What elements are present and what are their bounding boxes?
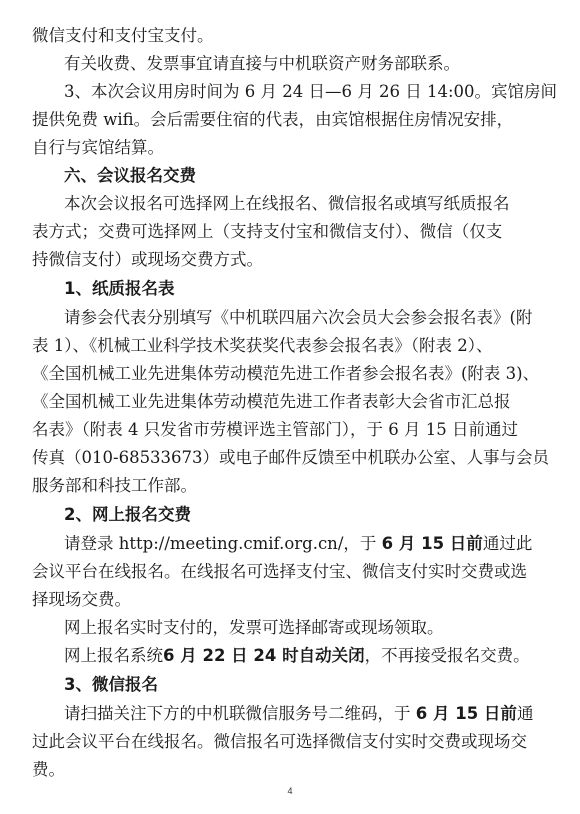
text-line: 择现场交费。 bbox=[32, 590, 131, 609]
text-line: 有关收费、发票事宜请直接与中机联资产财务部联系。 bbox=[64, 54, 460, 73]
text-run: 网上报名系统 bbox=[64, 646, 163, 665]
text-line: 本次会议报名可选择网上在线报名、微信报名或填写纸质报名 bbox=[64, 194, 510, 213]
text-line: 表 1）、《机械工业科学技术奖获奖代表参会报名表》（附表 2）、 bbox=[32, 336, 493, 355]
text-line bbox=[0, 642, 580, 670]
text-line: 《全国机械工业先进集体劳动模范先进工作者参会报名表》(附表 3)、 bbox=[32, 364, 540, 383]
text-run: 请登录 http://meeting.cmif.org.cn/，于 bbox=[64, 534, 382, 553]
subsection-heading: 2、网上报名交费 bbox=[64, 505, 191, 524]
text-line: 请参会代表分别填写《中机联四届六次会员大会参会报名表》(附 bbox=[64, 308, 533, 327]
text-run: 通 bbox=[516, 704, 534, 723]
subsection-heading: 1、纸质报名表 bbox=[64, 279, 175, 298]
text-line: 名表》（附表 4 只发省市劳模评选主管部门），于 6 月 15 日前通过 bbox=[32, 420, 518, 439]
text-run: ，不再接受报名交费。 bbox=[364, 646, 530, 665]
text-line: 过此会议平台在线报名。微信报名可选择微信支付实时交费或现场交 bbox=[32, 732, 527, 751]
page-number: 4 bbox=[287, 786, 293, 796]
text-line: 3、本次会议用房时间为 6 月 24 日—6 月 26 日 14:00。宾馆房间 bbox=[64, 82, 557, 101]
text-line: 表方式；交费可选择网上（支持支付宝和微信支付）、微信（仅支 bbox=[32, 222, 503, 241]
text-line bbox=[0, 530, 580, 558]
bold-date: 6 月 15 日前 bbox=[381, 534, 483, 553]
text-line: 自行与宾馆结算。 bbox=[32, 138, 164, 157]
subsection-heading: 3、微信报名 bbox=[64, 675, 158, 694]
text-line: 持微信支付）或现场交费方式。 bbox=[32, 250, 263, 269]
text-line: 提供免费 wifi。会后需要住宿的代表，由宾馆根据住房情况安排， bbox=[32, 110, 514, 129]
text-line: 《全国机械工业先进集体劳动模范先进工作者表彰大会省市汇总报 bbox=[32, 392, 511, 411]
bold-deadline: 6 月 22 日 24 时自动关闭 bbox=[163, 646, 365, 665]
text-line: 网上报名实时支付的，发票可选择邮寄或现场领取。 bbox=[64, 618, 444, 637]
bold-date: 6 月 15 日前 bbox=[415, 704, 517, 723]
text-line: 会议平台在线报名。在线报名可选择支付宝、微信支付实时交费或选 bbox=[32, 562, 527, 581]
text-line: 服务部和科技工作部。 bbox=[32, 476, 197, 495]
text-line bbox=[0, 700, 580, 728]
text-line: 传真（010-68533673）或电子邮件反馈至中机联办公室、人事与会员 bbox=[32, 448, 550, 467]
text-run: 请扫描关注下方的中机联微信服务号二维码，于 bbox=[64, 704, 416, 723]
section-heading: 六、会议报名交费 bbox=[64, 166, 196, 185]
text-line: 微信支付和支付宝支付。 bbox=[32, 26, 214, 45]
text-run: 通过此 bbox=[482, 534, 533, 553]
text-line: 费。 bbox=[32, 760, 65, 779]
